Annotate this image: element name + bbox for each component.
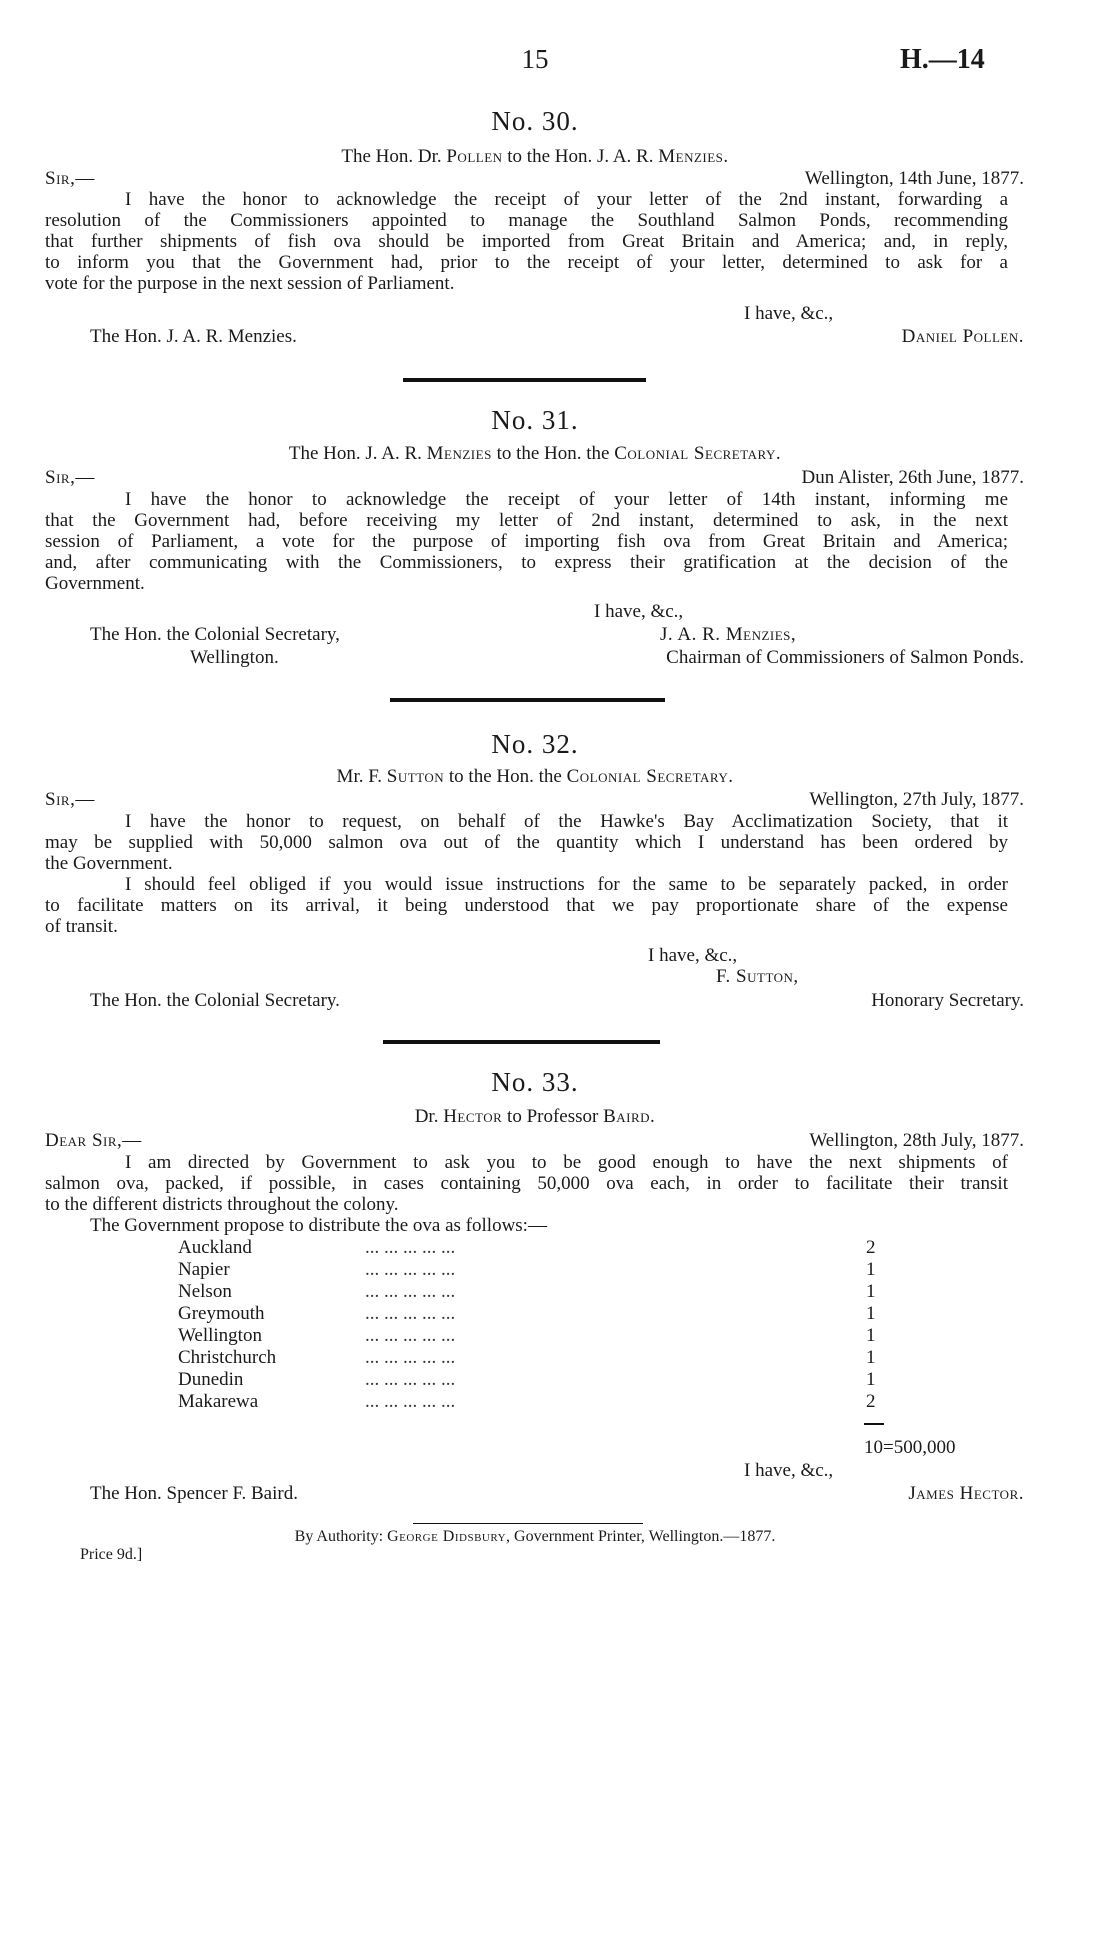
section-divider xyxy=(403,378,646,382)
letter-32-body-line: I should feel obliged if you would issue instructions for the same to be separately packed, in order xyxy=(125,874,1008,895)
sender-name: Pollen xyxy=(446,146,503,167)
letter-31-subtitle xyxy=(0,443,1070,465)
recipient-name: Colonial Secretary. xyxy=(614,443,782,464)
letter-30-subtitle xyxy=(0,146,1070,168)
document-reference: H.—14 xyxy=(900,44,985,75)
subtitle-text: The Hon. J. A. R. xyxy=(288,443,427,464)
letter-30-body-line: vote for the purpose in the next session of Parliament. xyxy=(45,273,455,294)
leader-dots: ... ... ... ... ... xyxy=(365,1237,456,1258)
leader-dots: ... ... ... ... ... xyxy=(365,1347,456,1368)
letter-30-signature: Daniel Pollen. xyxy=(901,326,1024,347)
distribution-place: Napier xyxy=(178,1259,230,1280)
letter-31-place-date: Dun Alister, 26th June, 1877. xyxy=(801,467,1024,488)
letter-32-body-line: the Government. xyxy=(45,853,173,874)
letter-32-signature: F. Sutton, xyxy=(716,966,799,987)
distribution-cases: 2 xyxy=(866,1237,876,1258)
distribution-total: 10=500,000 xyxy=(864,1437,956,1458)
distribution-cases: 1 xyxy=(866,1369,876,1390)
price-label: Price 9d.] xyxy=(80,1546,143,1563)
letter-32-place-date: Wellington, 27th July, 1877. xyxy=(809,789,1024,810)
letter-30-salutation: Sir,— xyxy=(45,168,95,189)
letter-33-heading: No. 33. xyxy=(491,1067,579,1097)
letter-30-place-date: Wellington, 14th June, 1877. xyxy=(804,168,1024,189)
letter-30-closing: I have, &c., xyxy=(744,303,834,324)
letter-30-body-line: I have the honor to acknowledge the receipt of your letter of the 2nd instant, forwarding a xyxy=(125,189,1008,210)
letter-33-addressee: The Hon. Spencer F. Baird. xyxy=(90,1483,298,1504)
letter-32-addressee: The Hon. the Colonial Secretary. xyxy=(90,990,340,1011)
distribution-cases: 1 xyxy=(866,1259,876,1280)
sum-rule xyxy=(864,1423,884,1425)
leader-dots: ... ... ... ... ... xyxy=(365,1303,456,1324)
imprint-text: By Authority: xyxy=(294,1528,388,1545)
section-divider xyxy=(383,1040,660,1044)
sender-name: Sutton xyxy=(386,766,445,787)
imprint-text: , Government Printer, Wellington.—1877. xyxy=(506,1528,776,1545)
subtitle-text: The Hon. Dr. xyxy=(341,146,447,167)
letter-31-body-line: Government. xyxy=(45,573,145,594)
recipient-name: Menzies. xyxy=(658,146,729,167)
distribution-place: Auckland xyxy=(178,1237,252,1258)
letter-33-body-line: salmon ova, packed, if possible, in cases containing 50,000 ova each, in order to facilitate their transit xyxy=(45,1173,1008,1194)
letter-33-salutation: Dear Sir,— xyxy=(45,1130,142,1151)
distribution-place: Nelson xyxy=(178,1281,232,1302)
letter-32-body-line: to facilitate matters on its arrival, it being understood that we pay proportionate share of the expense xyxy=(45,895,1008,916)
letter-30-heading: No. 30. xyxy=(491,106,579,136)
letter-31-addressee-line2: Wellington. xyxy=(190,647,279,668)
recipient-name: Baird. xyxy=(603,1106,656,1127)
letter-33-body-line: to the different districts throughout the colony. xyxy=(45,1194,399,1215)
recipient-name: Colonial Secretary. xyxy=(566,766,734,787)
letter-33-body-line: The Government propose to distribute the ova as follows:— xyxy=(90,1215,547,1236)
distribution-cases: 1 xyxy=(866,1303,876,1324)
letter-31-body-line: session of Parliament, a vote for the purpose of importing fish ova from Great Britain and America; xyxy=(45,531,1008,552)
printer-name: George Didsbury xyxy=(387,1528,507,1545)
page-number: 15 xyxy=(521,44,549,74)
distribution-place: Dunedin xyxy=(178,1369,244,1390)
leader-dots: ... ... ... ... ... xyxy=(365,1325,456,1346)
letter-31-addressee: The Hon. the Colonial Secretary, xyxy=(90,624,340,645)
letter-30-body-line: that further shipments of fish ova should be imported from Great Britain and America; and, in reply, xyxy=(45,231,1008,252)
subtitle-text: to the Hon. the xyxy=(444,766,567,787)
subtitle-text: to the Hon. the xyxy=(491,443,615,464)
letter-32-subtitle xyxy=(0,766,1070,788)
subtitle-text: to the Hon. J. A. R. xyxy=(502,146,659,167)
distribution-place: Christchurch xyxy=(178,1347,277,1368)
letter-31-signature: J. A. R. Menzies, xyxy=(660,624,797,645)
sender-name: Hector xyxy=(443,1106,503,1127)
letter-31-salutation: Sir,— xyxy=(45,467,95,488)
sender-name: Menzies xyxy=(426,443,492,464)
distribution-place: Greymouth xyxy=(178,1303,265,1324)
subtitle-text: Dr. xyxy=(414,1106,444,1127)
letter-31-body-line: and, after communicating with the Commissioners, to express their gratification at the decision of the xyxy=(45,552,1008,573)
letter-33-signature: James Hector. xyxy=(908,1483,1024,1504)
letter-32-closing: I have, &c., xyxy=(648,945,738,966)
subtitle-text: to Professor xyxy=(502,1106,604,1127)
distribution-cases: 1 xyxy=(866,1281,876,1302)
letter-33-place-date: Wellington, 28th July, 1877. xyxy=(809,1130,1024,1151)
distribution-place: Wellington xyxy=(178,1325,262,1346)
letter-33-body-line: I am directed by Government to ask you to be good enough to have the next shipments of xyxy=(125,1152,1008,1173)
letter-31-signature-title: Chairman of Commissioners of Salmon Ponds. xyxy=(666,647,1024,668)
letter-30-addressee: The Hon. J. A. R. Menzies. xyxy=(90,326,297,347)
letter-32-body-line: may be supplied with 50,000 salmon ova out of the quantity which I understand has been ordered by xyxy=(45,832,1008,853)
section-divider xyxy=(390,698,665,702)
leader-dots: ... ... ... ... ... xyxy=(365,1391,456,1412)
distribution-cases: 1 xyxy=(866,1325,876,1346)
letter-31-heading: No. 31. xyxy=(491,405,579,435)
letter-31-closing: I have, &c., xyxy=(594,601,684,622)
letter-30-body-line: to inform you that the Government had, prior to the receipt of your letter, determined to ask for a xyxy=(45,252,1008,273)
footer-rule xyxy=(413,1523,643,1524)
letter-33-closing: I have, &c., xyxy=(744,1460,834,1481)
subtitle-text: Mr. F. xyxy=(336,766,387,787)
letter-31-body-line: I have the honor to acknowledge the receipt of your letter of 14th instant, informing me xyxy=(125,489,1008,510)
letter-32-salutation: Sir,— xyxy=(45,789,95,810)
letter-32-heading: No. 32. xyxy=(491,729,579,759)
letter-33-subtitle xyxy=(0,1106,1070,1128)
letter-32-body-line: I have the honor to request, on behalf of the Hawke's Bay Acclimatization Society, that it xyxy=(125,811,1008,832)
leader-dots: ... ... ... ... ... xyxy=(365,1259,456,1280)
letter-32-body-line: of transit. xyxy=(45,916,118,937)
distribution-cases: 2 xyxy=(866,1391,876,1412)
distribution-cases: 1 xyxy=(866,1347,876,1368)
leader-dots: ... ... ... ... ... xyxy=(365,1281,456,1302)
leader-dots: ... ... ... ... ... xyxy=(365,1369,456,1390)
letter-32-signature-title: Honorary Secretary. xyxy=(871,990,1024,1011)
printer-imprint xyxy=(0,1528,1070,1546)
letter-30-body-line: resolution of the Commissioners appointed to manage the Southland Salmon Ponds, recommending xyxy=(45,210,1008,231)
letter-31-body-line: that the Government had, before receiving my letter of 2nd instant, determined to ask, in the next xyxy=(45,510,1008,531)
distribution-place: Makarewa xyxy=(178,1391,259,1412)
